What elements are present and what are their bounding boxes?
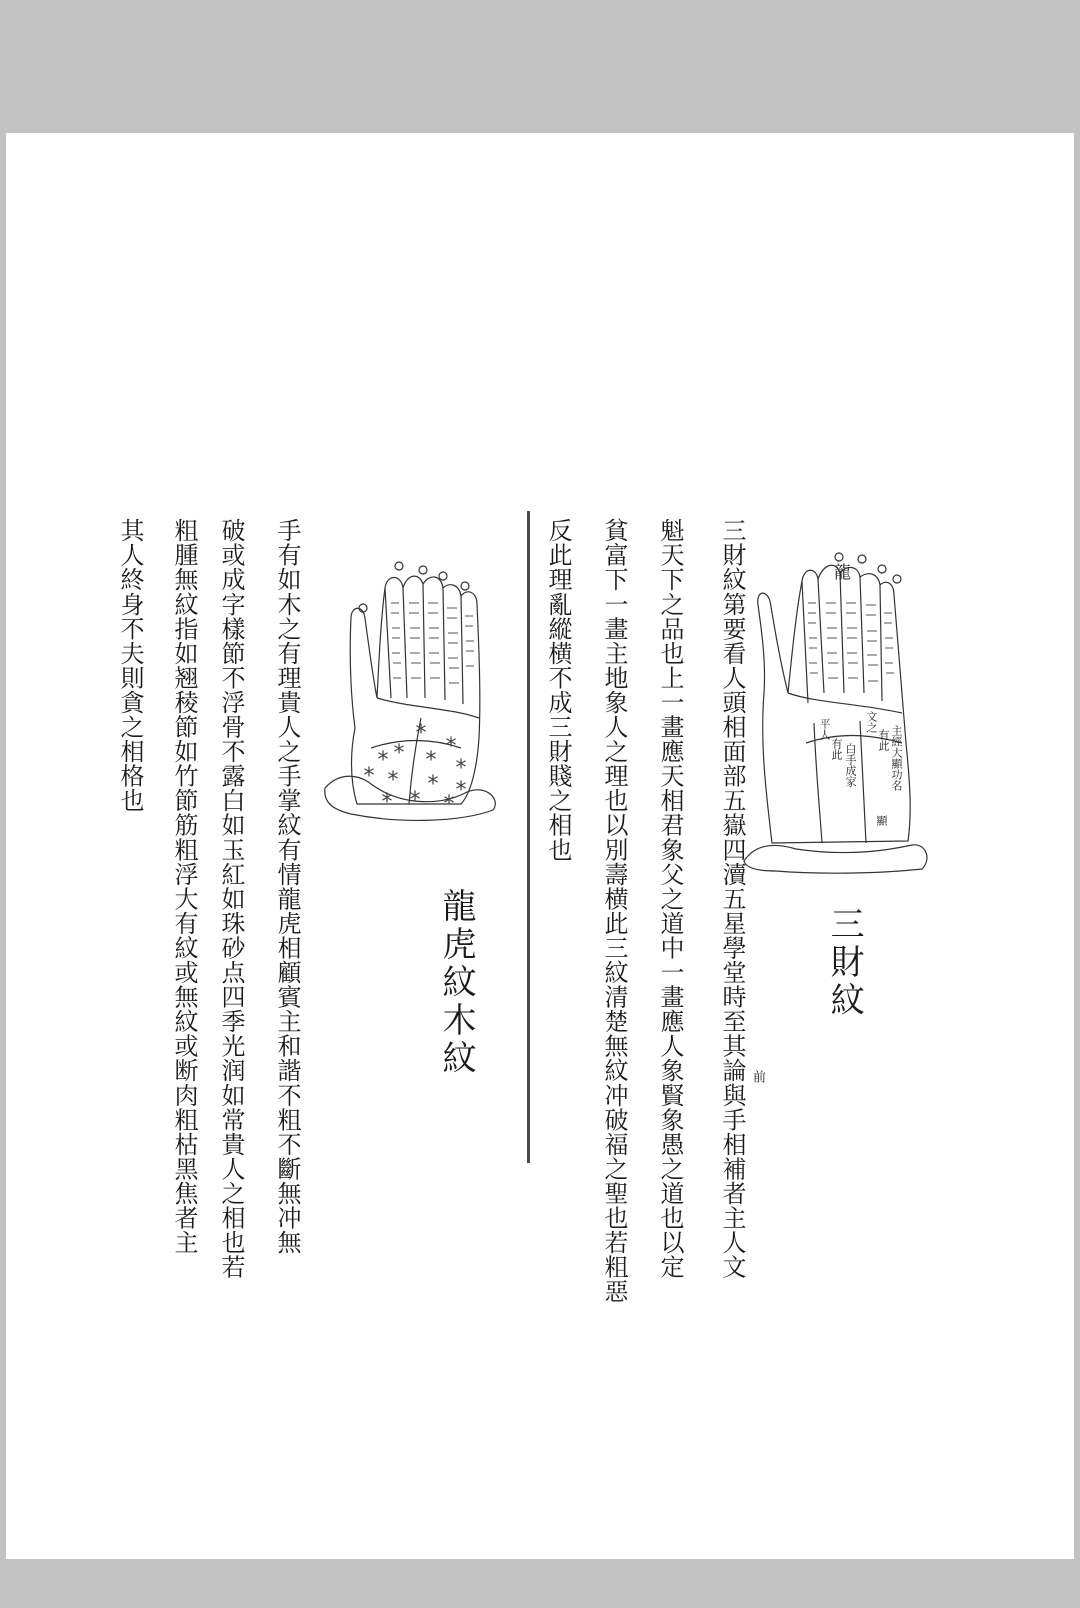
left-text-column-4: 其人終身不夫則貪之相格也 — [116, 518, 144, 813]
right-text-column-1: 三財紋第要看人頭相面部五嶽四瀆五星學堂時至其論與手相補者主人文 — [718, 518, 746, 1280]
star-mark: ⁎ — [455, 771, 467, 796]
finger-label-dragon: 龍 — [830, 563, 850, 580]
caption-text: 龍虎紋木紋 — [436, 888, 476, 1078]
dragon-tiger-wood-hand-illustration — [311, 548, 511, 848]
star-mark: ⁎ — [387, 761, 399, 786]
star-mark: ⁎ — [381, 783, 393, 808]
line-label-top: 文之 — [865, 711, 878, 733]
star-mark: ⁎ — [427, 765, 439, 790]
line-label-mid-c: 顯 — [875, 815, 888, 826]
star-mark: ⁎ — [409, 781, 421, 806]
star-mark: ⁎ — [443, 785, 455, 810]
line-label-left-a: 平人 — [818, 718, 831, 740]
star-mark: ⁎ — [363, 757, 375, 782]
dragon-tiger-wood-caption — [395, 888, 476, 1078]
margin-note: 前 — [750, 1070, 765, 1084]
line-label-left-c: 白手成家 — [844, 743, 857, 787]
star-mark: ⁎ — [393, 734, 405, 759]
line-label-left-b: 有此 — [830, 738, 843, 760]
book-spread — [6, 133, 1074, 1559]
scanned-book-page — [6, 133, 1074, 1559]
star-mark: ⁎ — [377, 741, 389, 766]
left-text-column-3: 粗腫無紋指如翘稜節如竹節筋粗浮大有紋或無紋或断肉粗枯黑焦者主 — [170, 518, 198, 1255]
san-cai-wen-caption: 三財紋 — [824, 906, 865, 1020]
center-fold-rule — [527, 511, 530, 1163]
star-mark: ⁎ — [425, 741, 437, 766]
star-mark: ⁎ — [415, 714, 427, 739]
left-text-column-1: 手有如木之有理貴人之手掌紋有情龍虎相顧賓主和諧不粗不斷無冲無 — [273, 518, 301, 1255]
star-mark: ⁎ — [455, 749, 467, 774]
star-mark: ⁎ — [445, 727, 457, 752]
right-text-column-3: 貧富下一畫主地象人之理也以別壽横此三紋清楚無紋冲破福之聖也若粗惡 — [600, 518, 628, 1304]
right-text-column-2: 魁天下之品也上一畫應天相君象父之道中一畫應人象賢象愚之道也以定 — [656, 518, 684, 1280]
line-label-mid-b: 主經大顯功名 — [890, 725, 903, 791]
left-text-column-2: 破或成字樣節不浮骨不露白如玉紅如珠砂点四季光润如常貴人之相也若 — [217, 518, 245, 1280]
line-label-mid-a: 有此 — [877, 729, 890, 751]
right-text-column-4: 反此理亂縱横不成三財賤之相也 — [544, 518, 572, 862]
san-cai-wen-hand-illustration — [736, 543, 936, 883]
